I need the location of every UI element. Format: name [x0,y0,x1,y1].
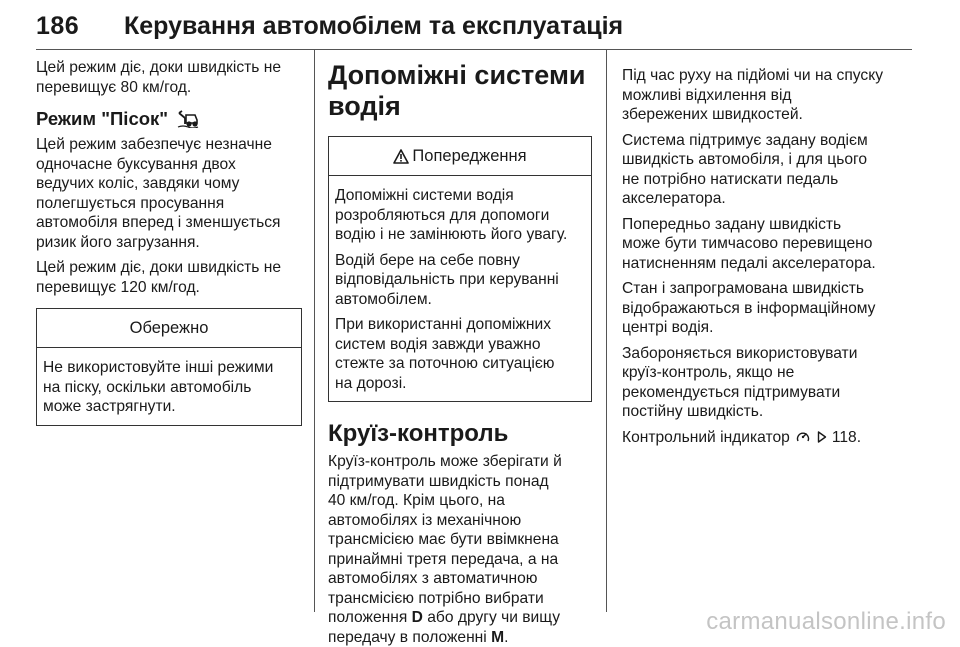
column-2 [328,50,592,647]
sand-mode-heading: Режим "Пісок" [36,108,302,130]
caution-title: Обережно [37,309,301,348]
column-divider-1 [314,50,315,612]
warning-header [329,137,591,176]
page-reference-arrow-icon [817,431,827,443]
gear-m-label: M [491,628,505,646]
section-title-driver-assistance: Допоміжні системи водія [328,60,586,121]
caution-text: Не використовуйте інші режими на піску, оскільки автомобіль може застрягнути. [43,359,274,415]
paragraph-cruise-control: Круїз-контроль може зберігати й підтримувати швидкість понад 40 км/год. Крім цього, на автомобілях із механічною трансмісією має бути ввімкнена принаймні третя передача, а на автомобілях з автоматичною трансмісією потрібно вибрати положення D або другу чи вищу передачу в положенні M. [328,453,562,646]
paragraph-status-display: Стан і запрограмована швидкість відображаються в інформаційному центрі водія. [622,280,876,336]
paragraph-maintains-speed: Система підтримує задану водієм швидкість автомобіля, і для цього не потрібно натискати педаль акселератора. [622,131,868,207]
cruise-control-title: Круїз-контроль [328,420,509,447]
page-number: 186 [36,12,80,40]
column-3 [622,50,922,447]
paragraph-indicator-ref: Контрольний індикатор 118. [622,428,862,446]
paragraph-prohibited-use: Забороняється використовувати круїз-контроль, якщо не рекомендується підтримувати постійну швидкість. [622,344,858,420]
column-1 [36,50,302,426]
watermark: carmanualsonline.info [706,608,946,635]
warning-title: Попередження [412,146,527,165]
gear-d-label: D [411,609,423,626]
chapter-title: Керування автомобілем та експлуатація [124,12,624,40]
warning-box [328,136,592,402]
column-divider-2 [606,50,607,612]
paragraph-speed-80: Цей режим діє, доки швидкість не перевищує 80 км/год. [36,59,282,96]
paragraph-exceed-speed: Попередньо задану швидкість може бути тимчасово перевищено натисненням педалі акселератора. [622,215,876,272]
warning-triangle-icon [393,149,409,164]
warning-text: Допоміжні системи водія розробляються для допомоги водію і не замінюють його увагу. Водій бере на себе повну відповідальність при керуванні автомобілем. При використанні допоміжних систем водія завжди уважно стежте за поточною ситуацією на дорозі. [335,187,568,392]
page-reference[interactable]: 118. [831,428,862,446]
paragraph-slope: Під час руху на підйомі чи на спуску можливі відхилення від збережених швидкостей. [622,67,884,123]
paragraph-sand-description: Цей режим забезпечує незначне одночасне буксування двох ведучих коліс, завдяки чому полегшується просування автомобіля вперед і зменшується ризик його загрузання. [36,136,281,251]
sand-mode-icon [177,110,199,128]
page-header [36,6,912,50]
paragraph-speed-120: Цей режим діє, доки швидкість не перевищує 120 км/год. [36,259,282,296]
caution-box [36,308,302,426]
cruise-control-icon [796,430,810,444]
